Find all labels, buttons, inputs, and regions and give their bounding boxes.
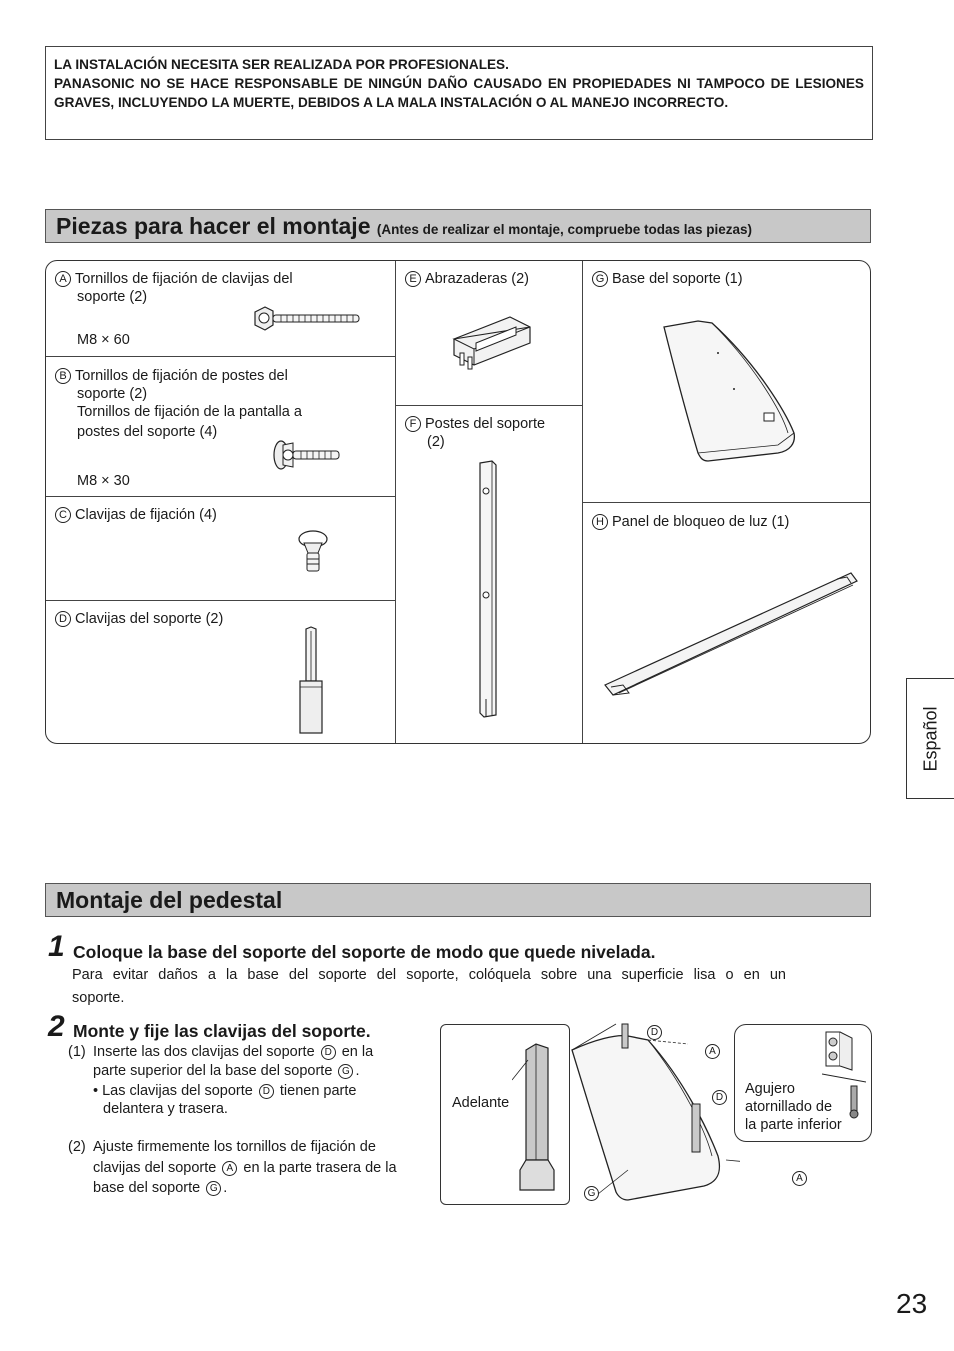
step-2-sub1-number: (1) [68, 1044, 86, 1060]
language-tab-label: Español [920, 705, 940, 772]
part-b: B Tornillos de fijación de postes del soporte (2) Tornillos de fijación de la pantalla a postes del soporte (4) [55, 367, 302, 443]
step-2-sub1-note-line2: delantera y trasera. [103, 1101, 228, 1117]
step-1-body-l1: Para evitar daños a la base del soporte del soporte, colóquela sobre una superficie lisa o en un [72, 967, 786, 983]
part-letter: D [321, 1045, 336, 1060]
callout-a-top: A [705, 1044, 720, 1059]
step-1-number: 1 [48, 930, 65, 963]
part-c: C Clavijas de fijación (4) [55, 506, 217, 524]
step-1-body-l2: soporte. [72, 990, 125, 1006]
step-1-heading: Coloque la base del soporte del soporte de modo que quede nivelada. [73, 942, 656, 962]
divider [395, 261, 396, 743]
callout-g: G [584, 1186, 599, 1201]
part-letter: A [55, 271, 71, 287]
step-2-sub2-line3: base del soporte G . [93, 1180, 228, 1196]
callout-d-right: D [712, 1090, 727, 1105]
divider [582, 502, 870, 503]
part-letter: D [55, 611, 71, 627]
step-2-sub2-line1: Ajuste firmemente los tornillos de fijación de [93, 1139, 376, 1155]
step-2-sub1-line1: Inserte las dos clavijas del soporte D en la [93, 1044, 374, 1060]
front-label: Adelante [452, 1095, 510, 1111]
part-b-size: M8 × 30 [77, 473, 130, 489]
divider [46, 496, 395, 497]
part-letter: B [55, 368, 71, 384]
stand-post-icon [476, 459, 500, 721]
page-number: 23 [896, 1288, 928, 1319]
warning-line-2: PANASONIC NO SE HACE RESPONSABLE DE NINGÚN DAÑO CAUSADO EN PROPIEDADES NI TAMPOCO DE LESIONES GRAVES, INCLUYENDO LA MUERTE, DEBIDOS A LA MALA INSTALACIÓN O AL MANEJO INCORRECTO. [54, 76, 864, 110]
divider [46, 600, 395, 601]
step-2-sub1-line2: parte superior del la base del soporte G . [93, 1063, 360, 1079]
screw-short-icon [271, 439, 343, 471]
part-letter: E [405, 271, 421, 287]
divider [395, 405, 582, 406]
stand-base-icon [658, 317, 798, 465]
callout-d-top: D [647, 1025, 662, 1040]
part-letter: D [259, 1084, 274, 1099]
hole-label: Agujero atornillado de la parte inferior [745, 1081, 842, 1133]
part-a: A Tornillos de fijación de clavijas del soporte (2) [55, 270, 293, 306]
part-e: E Abrazaderas (2) [405, 270, 529, 288]
parts-section-header [45, 209, 871, 243]
parts-table [45, 260, 871, 744]
assembly-section-title: Montaje del pedestal [56, 887, 283, 913]
callout-a-bottom: A [792, 1171, 807, 1186]
step-2-sub2-line2: clavijas del soporte A en la parte trasera de la [93, 1160, 397, 1176]
parts-section-subtitle: (Antes de realizar el montaje, compruebe todas las piezas) [376, 222, 753, 237]
part-letter: A [222, 1161, 237, 1176]
screw-long-icon [251, 305, 363, 333]
part-g: G Base del soporte (1) [592, 270, 743, 288]
step-2-sub2-number: (2) [68, 1139, 86, 1155]
part-letter: F [405, 416, 421, 432]
divider [46, 356, 395, 357]
step-2-number: 2 [48, 1010, 65, 1043]
stand-pin-detail-icon [512, 1040, 564, 1200]
part-f: F Postes del soporte (2) [405, 415, 545, 451]
part-a-size: M8 × 60 [77, 332, 130, 348]
assembly-section-header [45, 883, 871, 917]
part-letter: G [592, 271, 608, 287]
warning-line-1: LA INSTALACIÓN NECESITA SER REALIZADA POR PROFESIONALES. [54, 57, 509, 72]
step-2-sub1-note-line1: • Las clavijas del soporte D tienen parte [93, 1083, 357, 1099]
stand-pin-icon [296, 625, 326, 737]
light-block-panel-icon [601, 569, 861, 703]
parts-section-title: Piezas para hacer el montaje [56, 213, 371, 239]
part-h: H Panel de bloqueo de luz (1) [592, 513, 789, 531]
part-d: D Clavijas del soporte (2) [55, 610, 223, 628]
part-letter: G [338, 1064, 353, 1079]
clamp-icon [446, 307, 536, 377]
fixing-pin-icon [296, 529, 330, 575]
warning-box [45, 46, 873, 140]
part-letter: G [206, 1181, 221, 1196]
part-letter: C [55, 507, 71, 523]
language-tab [906, 678, 954, 799]
step-2-heading: Monte y fije las clavijas del soporte. [73, 1021, 371, 1041]
part-letter: H [592, 514, 608, 530]
